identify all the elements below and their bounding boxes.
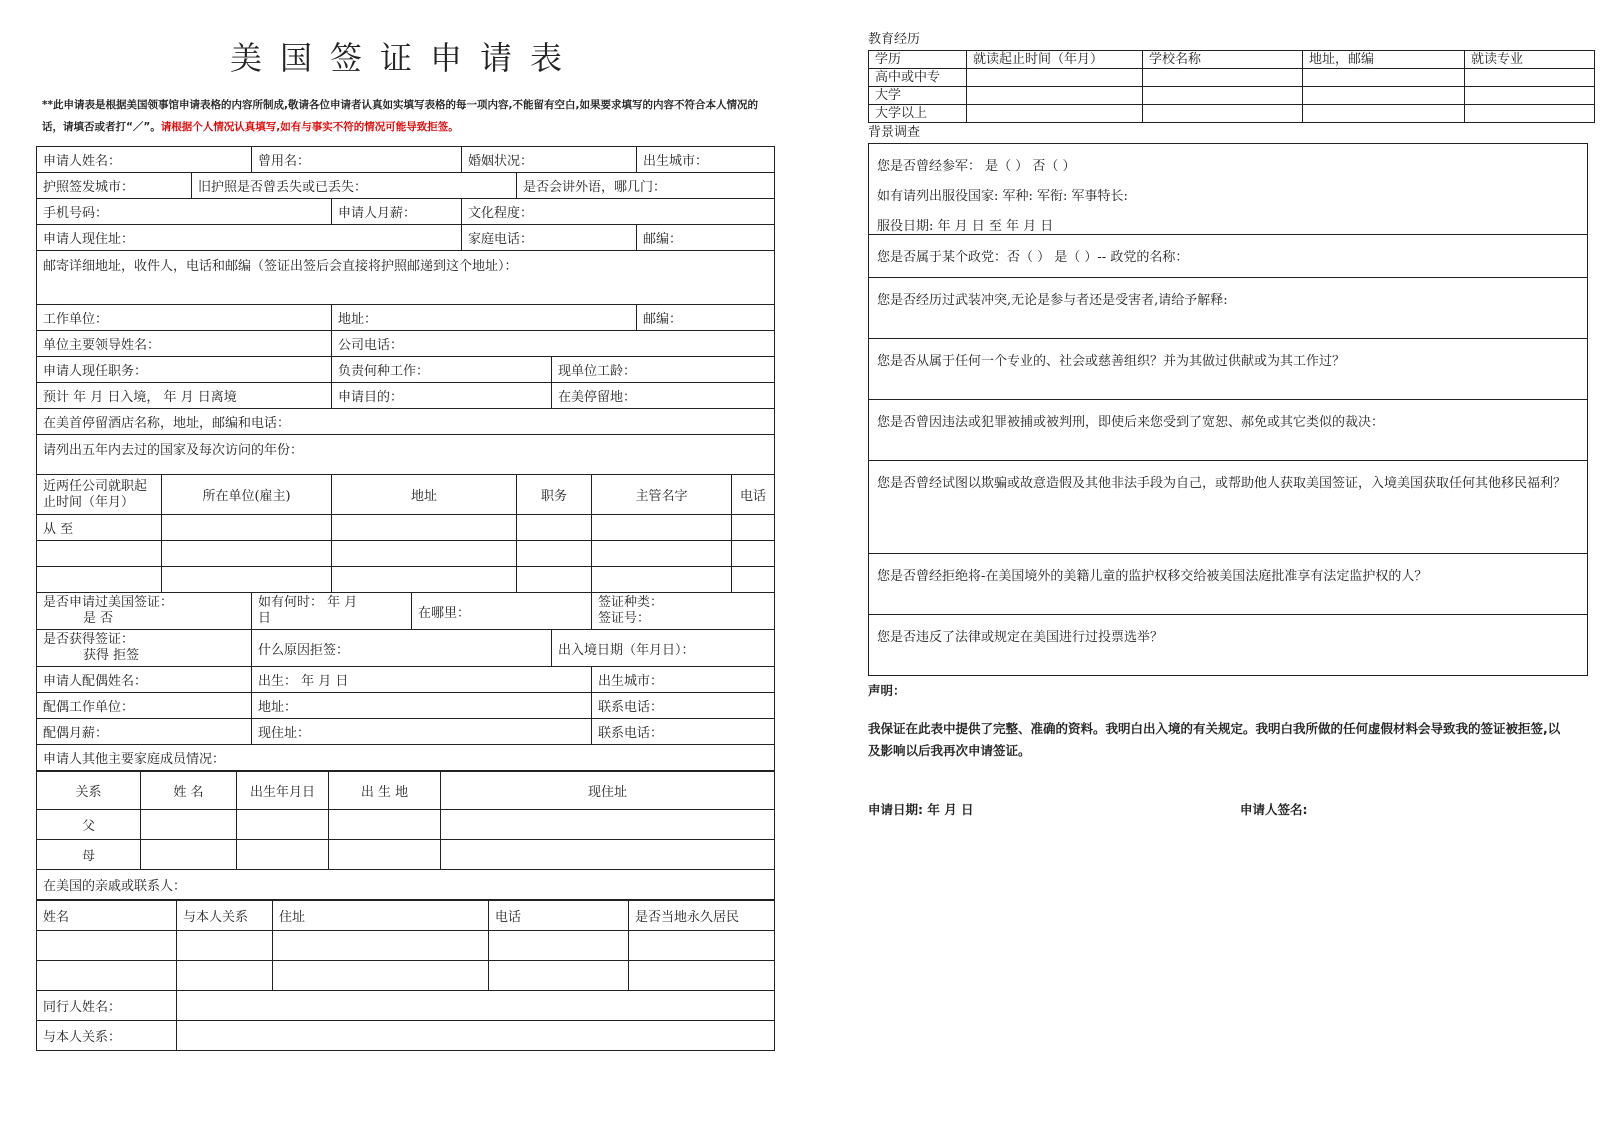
question-custody[interactable]: 您是否曾经拒绝将-在美国境外的美籍儿童的监护权移交给被美国法庭批准享有法定监护权的人？ (869, 554, 1587, 615)
field-spouse-phone-2[interactable]: 联系电话： (592, 719, 775, 745)
edu-row-highschool: 高中或中专 (869, 69, 967, 87)
question-organization[interactable]: 您是否从属于任何一个专业的、社会或慈善组织？并为其做过供献或为其工作过？ (869, 339, 1587, 400)
notice-warning: 请根据个人情况认真填写,如有与事实不符的情况可能导致拒签。 (160, 121, 459, 133)
field-postcode[interactable]: 邮编： (637, 225, 775, 251)
field-visa-when[interactable] (252, 593, 412, 630)
field-current-address[interactable]: 申请人现住址： (37, 225, 462, 251)
family-cell[interactable] (441, 840, 775, 870)
relatives-cell[interactable] (629, 961, 775, 991)
relatives-header-phone: 电话 (489, 901, 629, 931)
field-spouse-salary[interactable]: 配偶月薪： (37, 719, 252, 745)
family-row-mother: 母 (37, 840, 141, 870)
visa-granted-options[interactable]: 获得 拒签 (83, 648, 140, 663)
relatives-cell[interactable] (177, 931, 273, 961)
edu-cell[interactable] (1465, 105, 1595, 123)
field-spouse-address[interactable]: 地址： (252, 693, 592, 719)
declaration-title: 声明： (868, 683, 906, 698)
work-row-cell[interactable] (37, 541, 162, 567)
family-cell[interactable] (329, 840, 441, 870)
question-voting[interactable]: 您是否违反了法律或规定在美国进行过投票选举？ (877, 630, 1164, 645)
edu-header-degree: 学历 (869, 51, 967, 69)
family-header-relation: 关系 (37, 772, 141, 810)
relatives-section-title: 在美国的亲戚或联系人： (37, 870, 775, 900)
relatives-cell[interactable] (629, 931, 775, 961)
field-education-level[interactable]: 文化程度： (462, 199, 775, 225)
work-row-cell[interactable] (592, 541, 732, 567)
work-header-position: 职务 (517, 475, 592, 515)
edu-header-school: 学校名称 (1143, 51, 1303, 69)
work-row-cell[interactable] (332, 515, 517, 541)
field-company-phone[interactable]: 公司电话： (332, 331, 775, 357)
field-spouse-employer[interactable]: 配偶工作单位： (37, 693, 252, 719)
family-cell[interactable] (329, 810, 441, 840)
relatives-header-name: 姓名 (37, 901, 177, 931)
edu-cell[interactable] (1143, 105, 1303, 123)
work-row-cell[interactable] (732, 541, 775, 567)
family-table (36, 771, 775, 900)
question-criminal[interactable]: 您是否曾因违法或犯罪被捕或被判刑，即使后来您受到了宽恕、郝免或其它类似的裁决： (869, 400, 1587, 461)
form-notice (36, 94, 774, 138)
field-birth-city[interactable]: 出生城市： (637, 147, 775, 173)
field-spouse-name[interactable]: 申请人配偶姓名： (37, 667, 252, 693)
work-row-cell[interactable] (592, 567, 732, 593)
family-header-address: 现住址 (441, 772, 775, 810)
relatives-cell[interactable] (177, 961, 273, 991)
visa-type-label: 签证种类： (598, 595, 664, 610)
edu-cell[interactable] (1303, 69, 1465, 87)
field-mobile[interactable]: 手机号码： (37, 199, 332, 225)
work-row-cell[interactable] (517, 515, 592, 541)
family-header-birthplace: 出 生 地 (329, 772, 441, 810)
family-cell[interactable] (237, 840, 329, 870)
edu-cell[interactable] (1143, 69, 1303, 87)
field-mailing-address[interactable]: 邮寄详细地址，收件人，电话和邮编（签证出签后会直接将护照邮递到这个地址）： (37, 251, 775, 305)
visa-number-label: 签证号： (598, 611, 651, 626)
question-military-country: 如有请列出服役国家: 军种: 军衔: 军事特长: (877, 189, 1128, 204)
field-old-passport-lost[interactable]: 旧护照是否曾丢失或已丢失： (192, 173, 517, 199)
family-row-father: 父 (37, 810, 141, 840)
work-row-cell[interactable] (162, 567, 332, 593)
work-header-phone: 电话 (732, 475, 775, 515)
field-spouse-birth-city[interactable]: 出生城市： (592, 667, 775, 693)
work-header-employer: 所在单位(雇主) (162, 475, 332, 515)
family-header-birthdate: 出生年月日 (237, 772, 329, 810)
signature-row (868, 800, 1594, 822)
visa-when-day: 日 (258, 611, 272, 626)
family-cell[interactable] (441, 810, 775, 840)
companion-name-label: 同行人姓名： (37, 991, 177, 1021)
edu-cell[interactable] (967, 69, 1143, 87)
field-spouse-birth[interactable]: 出生： 年 月 日 (252, 667, 592, 693)
relatives-cell[interactable] (489, 931, 629, 961)
family-section-title: 申请人其他主要家庭成员情况： (37, 745, 775, 771)
edu-cell[interactable] (1143, 87, 1303, 105)
background-questions (868, 143, 1588, 676)
work-header-supervisor: 主管名字 (592, 475, 732, 515)
work-row-cell[interactable] (517, 541, 592, 567)
work-row-cell[interactable] (592, 515, 732, 541)
work-row-cell[interactable] (517, 567, 592, 593)
visa-when-label: 如有何时： 年 月 (258, 595, 358, 610)
edu-cell[interactable] (1303, 105, 1465, 123)
field-visa-type[interactable] (592, 593, 775, 630)
applicant-signature[interactable]: 申请人签名: (1240, 802, 1308, 817)
edu-cell[interactable] (1465, 69, 1595, 87)
visa-applied-label: 是否申请过美国签证： (43, 595, 174, 610)
relatives-cell[interactable] (37, 931, 177, 961)
relatives-cell[interactable] (273, 931, 489, 961)
application-date[interactable]: 申请日期: 年 月 日 (868, 802, 974, 817)
field-visa-where[interactable]: 在哪里： (412, 593, 592, 630)
field-current-position[interactable]: 申请人现任职务： (37, 357, 332, 383)
field-countries-visited[interactable]: 请列出五年内去过的国家及每次访问的年份： (37, 435, 775, 475)
field-former-name[interactable]: 曾用名： (252, 147, 462, 173)
field-entry-exit-dates[interactable]: 出入境日期（年月日）： (552, 630, 775, 667)
field-employer-postcode[interactable]: 邮编： (637, 305, 775, 331)
companion-relation-label: 与本人关系： (37, 1021, 177, 1051)
field-job-duties[interactable]: 负责何种工作： (332, 357, 552, 383)
relatives-table (36, 900, 775, 1051)
edu-row-graduate: 大学以上 (869, 105, 967, 123)
field-trip-purpose[interactable]: 申请目的： (332, 383, 552, 409)
question-military-text: 您是否曾经参军： 是（ ） 否（ ） (877, 159, 1076, 174)
question-party[interactable]: 您是否属于某个政党：否（ ） 是（ ）-- 政党的名称： (869, 235, 1587, 278)
field-refusal-reason[interactable]: 什么原因拒签： (252, 630, 552, 667)
edu-cell[interactable] (967, 105, 1143, 123)
edu-header-address: 地址，邮编 (1303, 51, 1465, 69)
work-row-cell[interactable] (332, 541, 517, 567)
field-applicant-name[interactable]: 申请人姓名： (37, 147, 252, 173)
relatives-cell[interactable] (273, 961, 489, 991)
field-years-at-employer[interactable]: 现单位工龄： (552, 357, 775, 383)
visa-form-right (868, 30, 1594, 822)
work-row-cell[interactable] (37, 567, 162, 593)
relatives-header-relation: 与本人关系 (177, 901, 273, 931)
education-table (868, 50, 1595, 123)
work-header-address: 地址 (332, 475, 517, 515)
edu-cell[interactable] (967, 87, 1143, 105)
field-monthly-salary[interactable]: 申请人月薪： (332, 199, 462, 225)
edu-cell[interactable] (1465, 87, 1595, 105)
family-cell[interactable] (237, 810, 329, 840)
question-armed-conflict[interactable]: 您是否经历过武装冲突,无论是参与者还是受害者,请给予解释: (869, 278, 1587, 339)
field-us-stay-location[interactable]: 在美停留地： (552, 383, 775, 409)
field-spouse-phone[interactable]: 联系电话： (592, 693, 775, 719)
field-employer[interactable]: 工作单位： (37, 305, 332, 331)
family-cell[interactable] (141, 840, 237, 870)
field-supervisor-name[interactable]: 单位主要领导姓名： (37, 331, 332, 357)
relatives-header-permanent: 是否当地永久居民 (629, 901, 775, 931)
work-header-period: 近两任公司就职起止时间（年月） (37, 475, 162, 515)
field-companion-name[interactable] (177, 991, 775, 1021)
question-fraud[interactable]: 您是否曾经试图以欺骗或故意造假及其他非法手段为自己，或帮助他人获取美国签证，入境美国获取任何其他移民福利？ (869, 461, 1587, 554)
question-military[interactable] (869, 144, 1587, 235)
field-marital-status[interactable]: 婚姻状况： (462, 147, 637, 173)
work-row-period[interactable]: 从 至 (37, 515, 162, 541)
relatives-cell[interactable] (489, 961, 629, 991)
visa-applied-options[interactable]: 是 否 (83, 611, 114, 626)
field-visa-granted[interactable] (37, 630, 252, 667)
edu-header-major: 就读专业 (1465, 51, 1595, 69)
declaration-text: 我保证在此表中提供了完整、准确的资料。我明白出入境的有关规定。我明白我所做的任何虚假材料会导致我的签证被拒签,以及影响以后我再次申请签证。 (868, 721, 1561, 758)
relatives-cell[interactable] (37, 961, 177, 991)
education-title: 教育经历 (868, 32, 921, 47)
family-header-name: 姓 名 (141, 772, 237, 810)
work-row-cell[interactable] (332, 567, 517, 593)
work-row-cell[interactable] (732, 515, 775, 541)
edu-cell[interactable] (1303, 87, 1465, 105)
field-passport-city[interactable]: 护照签发城市： (37, 173, 192, 199)
background-title: 背景调查 (868, 125, 921, 140)
notice-text: **此申请表是根据美国领事馆申请表格的内容所制成,敬请各位申请者认真如实填写表格的每一项内容,不能留有空白,如果要求填写的内容不符合本人情况的话，请填否或者打“／”。 (42, 99, 758, 133)
form-title: 美国签证申请表 (229, 39, 580, 77)
field-foreign-languages[interactable]: 是否会讲外语，哪几门： (517, 173, 775, 199)
visa-form-left (36, 30, 774, 1051)
edu-header-period: 就读起止时间（年月） (967, 51, 1143, 69)
field-companion-relation[interactable] (177, 1021, 775, 1051)
work-row-cell[interactable] (162, 515, 332, 541)
work-row-cell[interactable] (732, 567, 775, 593)
work-row-cell[interactable] (162, 541, 332, 567)
field-travel-dates[interactable]: 预计 年 月 日入境， 年 月 日离境 (37, 383, 332, 409)
field-first-hotel[interactable]: 在美首停留酒店名称，地址，邮编和电话： (37, 409, 775, 435)
field-home-phone[interactable]: 家庭电话： (462, 225, 637, 251)
field-spouse-home[interactable]: 现住址： (252, 719, 592, 745)
family-cell[interactable] (141, 810, 237, 840)
field-visa-applied[interactable] (37, 593, 252, 630)
question-military-dates: 服役日期: 年 月 日 至 年 月 日 (877, 219, 1054, 234)
visa-granted-label: 是否获得签证： (43, 632, 135, 647)
applicant-info-table (36, 146, 775, 771)
relatives-header-address: 住址 (273, 901, 489, 931)
edu-row-university: 大学 (869, 87, 967, 105)
field-employer-address[interactable]: 地址： (332, 305, 637, 331)
